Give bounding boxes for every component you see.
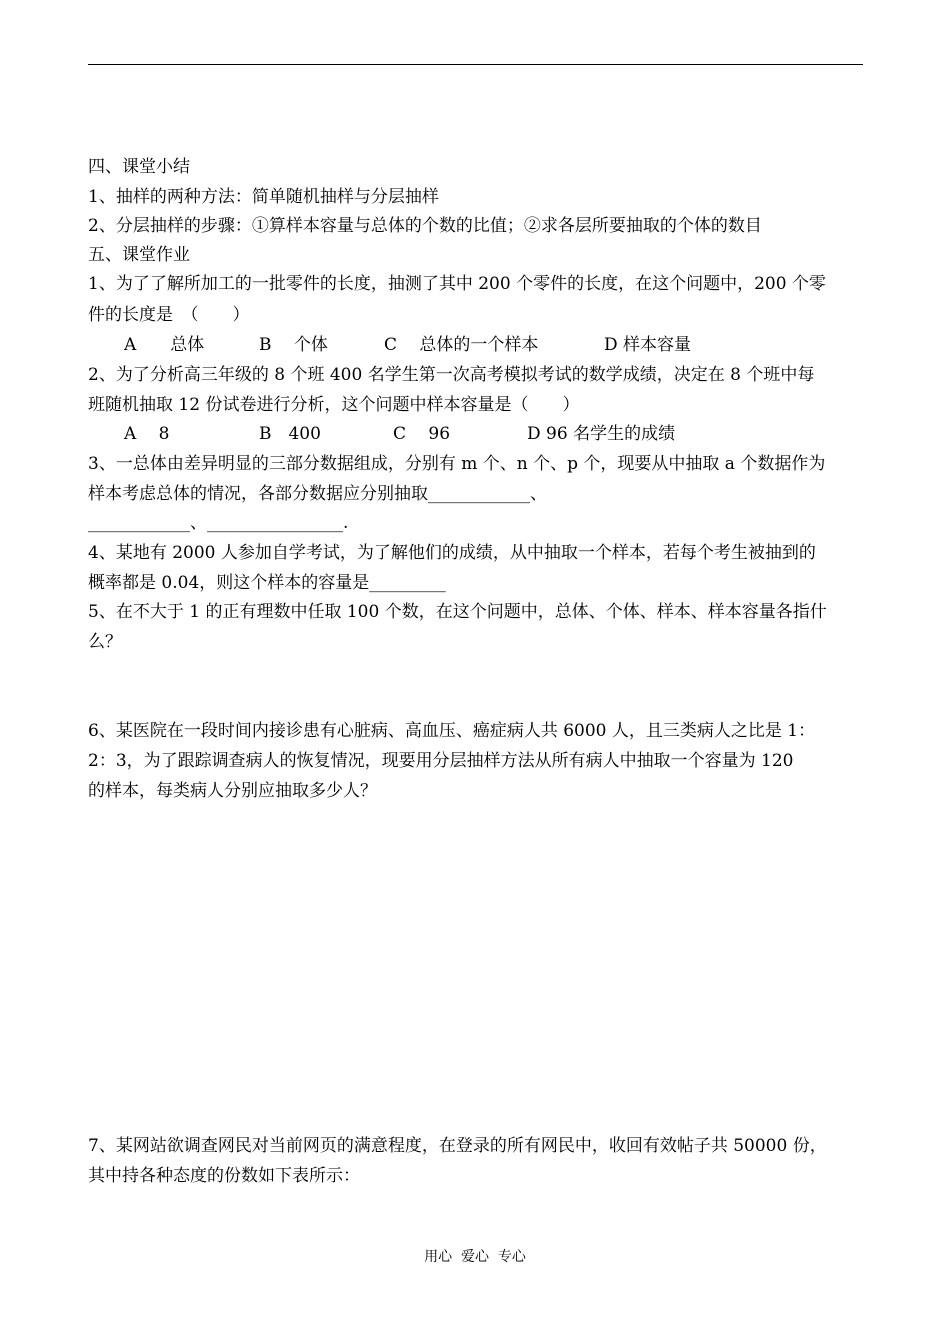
summary-item-1: 1、抽样的两种方法：简单随机抽样与分层抽样 — [88, 187, 439, 207]
question-2-line-1: 2、为了分析高三年级的 8 个班 400 名学生第一次高考模拟考试的数学成绩，决定在 8 个班中每 — [88, 365, 815, 385]
question-1-option-c: C 总体的一个样本 — [384, 335, 539, 355]
question-2-line-2: 班随机抽取 12 份试卷进行分析，这个问题中样本容量是（ ） — [88, 395, 580, 415]
question-7-line-2: 其中持各种态度的份数如下表所示： — [88, 1166, 360, 1186]
section-heading-summary: 四、课堂小结 — [88, 157, 190, 177]
header-rule — [88, 64, 863, 65]
question-1-option-b: B 个体 — [259, 335, 328, 355]
question-3-line-3: ____________、________________. — [88, 513, 349, 533]
question-2-option-d: D 96 名学生的成绩 — [527, 424, 676, 444]
question-1-option-a: A 总体 — [124, 335, 205, 355]
section-heading-homework: 五、课堂作业 — [88, 245, 190, 265]
question-1-line-1: 1、为了了解所加工的一批零件的长度，抽测了其中 200 个零件的长度，在这个问题中，200 个零 — [88, 274, 826, 294]
question-7-line-1: 7、某网站欲调查网民对当前网页的满意程度，在登录的所有网民中，收回有效帖子共 50000 份， — [88, 1136, 827, 1156]
question-2-option-b: B 400 — [259, 424, 321, 444]
question-3-line-1: 3、一总体由差异明显的三部分数据组成，分别有 m 个、n 个、p 个，现要从中抽取 a 个数据作为 — [88, 454, 826, 474]
question-5-line-2: 么？ — [88, 632, 122, 652]
question-3-line-2: 样本考虑总体的情况，各部分数据应分别抽取____________、 — [88, 484, 547, 504]
question-4-line-1: 4、某地有 2000 人参加自学考试，为了解他们的成绩，从中抽取一个样本，若每个考生被抽到的 — [88, 543, 816, 563]
question-2-option-c: C 96 — [393, 424, 451, 444]
page-footer: 用心 爱心 专心 — [424, 1249, 526, 1265]
question-2-option-a: A 8 — [124, 424, 170, 444]
question-1-option-d: D 样本容量 — [604, 335, 692, 355]
question-6-line-2: 2：3，为了跟踪调查病人的恢复情况，现要用分层抽样方法从所有病人中抽取一个容量为 120 — [88, 751, 794, 771]
question-1-line-2: 件的长度是 （ ） — [88, 305, 250, 325]
question-4-line-2: 概率都是 0.04，则这个样本的容量是_________ — [88, 573, 446, 593]
question-5-line-1: 5、在不大于 1 的正有理数中任取 100 个数，在这个问题中，总体、个体、样本、样本容量各指什 — [88, 602, 827, 622]
question-6-line-1: 6、某医院在一段时间内接诊患有心脏病、高血压、癌症病人共 6000 人，且三类病人之比是 1： — [88, 721, 816, 741]
summary-item-2: 2、分层抽样的步骤：①算样本容量与总体的个数的比值；②求各层所要抽取的个体的数目 — [88, 216, 762, 236]
question-6-line-3: 的样本，每类病人分别应抽取多少人？ — [88, 781, 377, 801]
